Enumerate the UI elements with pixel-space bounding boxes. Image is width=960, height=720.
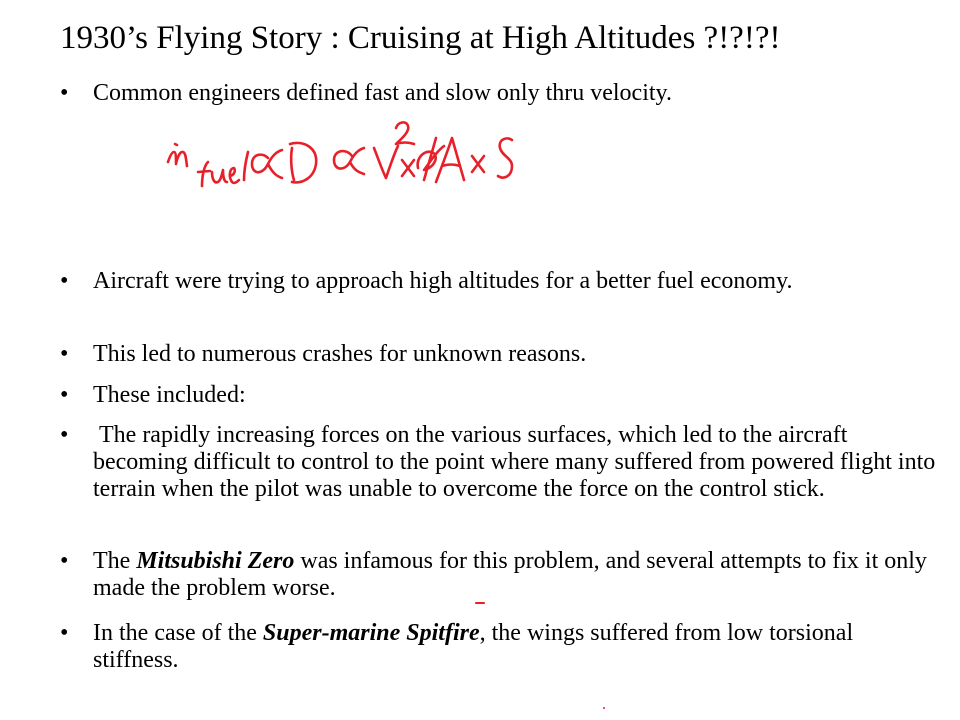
bullet-text: These included: <box>93 382 246 408</box>
bullet-item <box>60 620 940 674</box>
ink-stroke <box>396 122 414 144</box>
ink-stroke <box>244 152 248 180</box>
bullet-item <box>60 382 940 409</box>
aircraft-name-emphasis: Mitsubishi Zero <box>136 548 295 574</box>
ink-stroke <box>290 143 316 182</box>
ink-stroke <box>175 144 177 145</box>
ink-stroke <box>436 138 464 182</box>
bullet-text: Aircraft were trying to approach high altitudes for a better fuel economy. <box>93 268 793 294</box>
bullet-text: Common engineers defined fast and slow only thru velocity. <box>93 80 672 106</box>
ink-stroke <box>402 160 414 176</box>
ink-stroke <box>350 162 364 174</box>
bullet-text-post: , the wings suffered from low torsional stiffness. <box>93 620 854 673</box>
ink-stroke <box>374 146 398 178</box>
ink-stroke <box>252 150 282 172</box>
ink-stroke <box>472 156 484 172</box>
ink-stroke <box>212 170 227 182</box>
bullet-item <box>60 80 940 107</box>
bullet-item <box>60 548 940 602</box>
ink-stroke <box>198 162 210 186</box>
bullet-text <box>93 620 940 674</box>
bullet-icon: • <box>60 80 69 106</box>
bullet-item <box>60 422 940 503</box>
bullet-icon: • <box>60 620 69 646</box>
bullet-text <box>93 548 940 602</box>
bullet-text-post: was infamous for this problem, and several attempts to fix it only made the problem worse. <box>93 548 927 601</box>
ink-stroke <box>230 168 239 183</box>
ink-stroke <box>418 138 444 180</box>
slide-title: 1930’s Flying Story : Cruising at High Altitudes ?!?!?! <box>60 20 781 56</box>
bullet-text-pre: The <box>93 548 137 574</box>
aircraft-name-emphasis: Super-marine Spitfire <box>262 620 480 646</box>
bullet-icon: • <box>60 422 69 448</box>
ink-dot <box>603 707 605 709</box>
bullet-icon: • <box>60 548 69 574</box>
bullet-text: The rapidly increasing forces on the various surfaces, which led to the aircraft becoming difficult to control to the point where many suffered from powered flight into terrain when the pilot was unable to overcome the force on the control stick. <box>93 422 942 502</box>
bullet-icon: • <box>60 382 69 408</box>
bullet-item <box>60 341 940 368</box>
ink-stroke <box>498 138 512 177</box>
ink-stroke <box>334 148 364 169</box>
bullet-text-pre: In the case of the <box>93 620 263 646</box>
bullet-item <box>60 268 940 295</box>
ink-stroke <box>268 164 282 178</box>
ink-stroke <box>168 152 187 166</box>
bullet-text: This led to numerous crashes for unknown reasons. <box>93 341 587 367</box>
bullet-icon: • <box>60 341 69 367</box>
bullet-icon: • <box>60 268 69 294</box>
